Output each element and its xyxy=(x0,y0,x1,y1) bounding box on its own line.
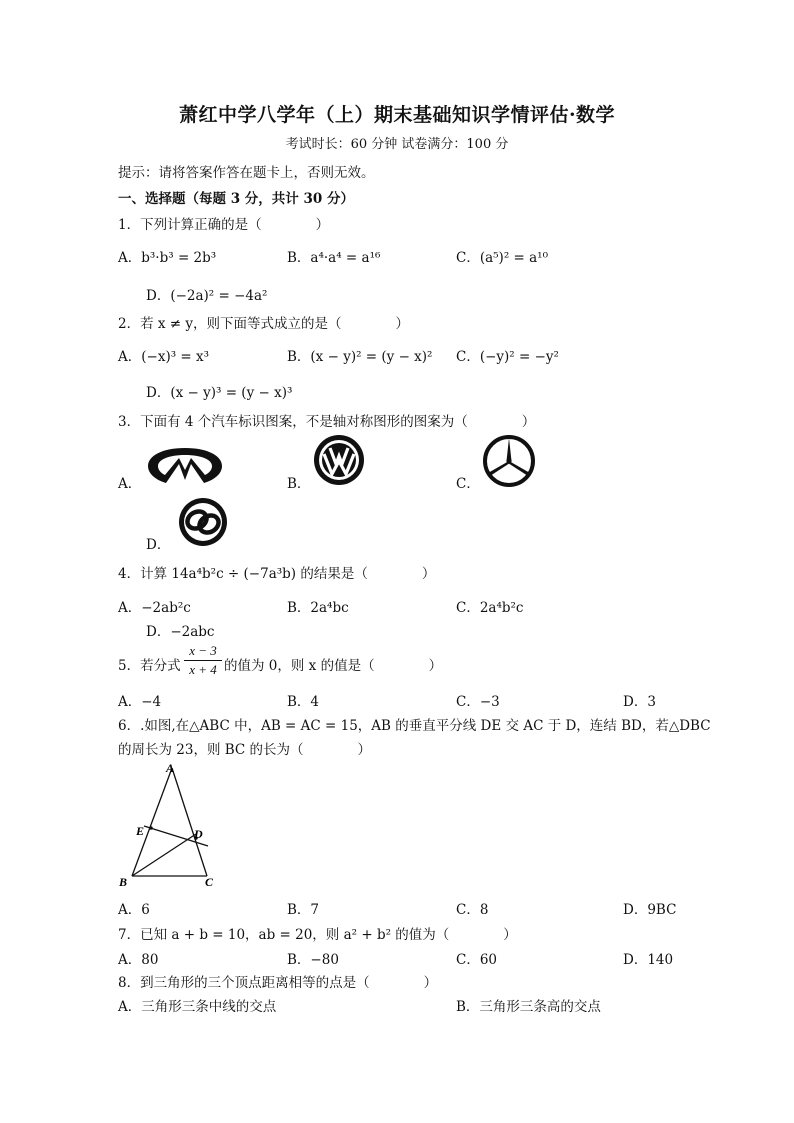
q6-option-a: A．6 xyxy=(118,902,150,918)
q5-denominator: x + 4 xyxy=(189,662,217,677)
q3-option-d: D． xyxy=(146,537,171,553)
q3-option-b: B． xyxy=(287,476,311,492)
page-title: 萧红中学八学年（上）期末基础知识学情评估·数学 xyxy=(178,104,616,126)
q6-option-c: C．8 xyxy=(456,902,489,918)
question-6-stem-line1: 6．.如图,在△ABC 中，AB = AC = 15，AB 的垂直平分线 DE 交 AC 于 D，连结 BD，若△DBC xyxy=(118,718,711,734)
q5-option-b: B．4 xyxy=(287,694,320,710)
infiniti-logo-icon xyxy=(146,444,224,488)
question-4-stem: 4．计算 14a⁴b²c ÷ (−7a³b) 的结果是（ ） xyxy=(118,566,436,582)
question-1-stem: 1．下列计算正确的是（ ） xyxy=(118,217,330,233)
label-d: D xyxy=(194,827,203,841)
q3-option-c: C． xyxy=(456,476,480,492)
q5-option-c: C．−3 xyxy=(456,694,500,710)
q4-option-c: C．2a⁴b²c xyxy=(456,600,524,616)
q2-option-b: B．(x − y)² = (y − x)² xyxy=(287,349,433,365)
question-5-stem-pre: 5．若分式 xyxy=(118,658,181,674)
q7-option-c: C．60 xyxy=(456,952,498,968)
label-c: C xyxy=(205,875,214,889)
question-8-stem: 8．到三角形的三个顶点距离相等的点是（ ） xyxy=(118,975,438,991)
q6-option-d: D．9BC xyxy=(623,902,677,918)
q2-option-d: D．(x − y)³ = (y − x)³ xyxy=(146,385,293,401)
q1-option-d: D．(−2a)² = −4a² xyxy=(146,288,268,304)
q7-option-d: D．140 xyxy=(623,952,674,968)
triangle-figure xyxy=(114,760,224,892)
q1-option-c: C．(a⁵)² = a¹⁰ xyxy=(456,250,549,266)
hint-text: 提示：请将答案作答在题卡上，否则无效。 xyxy=(118,165,375,181)
q2-option-a: A．(−x)³ = x³ xyxy=(118,349,210,365)
side-ab xyxy=(132,768,172,876)
point-e-dot xyxy=(149,826,153,830)
side-ac xyxy=(172,768,207,876)
q5-option-a: A．−4 xyxy=(118,694,162,710)
question-5-stem-post: 的值为 0，则 x 的值是（ ） xyxy=(224,658,443,674)
dongfeng-logo-icon xyxy=(175,496,231,548)
q4-option-d: D．−2abc xyxy=(146,624,215,640)
question-2-stem: 2．若 x ≠ y，则下面等式成立的是（ ） xyxy=(118,316,410,332)
question-3-stem: 3．下面有 4 个汽车标识图案，不是轴对称图形的图案为（ ） xyxy=(118,414,536,430)
question-6-stem-line2: 的周长为 23，则 BC 的长为（ ） xyxy=(118,742,372,758)
label-b: B xyxy=(119,875,128,889)
label-a: A xyxy=(166,761,175,775)
q8-option-b: B．三角形三条高的交点 xyxy=(456,999,601,1015)
q1-option-b: B．a⁴·a⁴ = a¹⁶ xyxy=(287,250,381,266)
q5-fraction xyxy=(184,643,222,678)
section-heading: 一、选择题（每题 3 分，共计 30 分） xyxy=(118,191,354,207)
q5-numerator: x − 3 xyxy=(184,643,222,661)
q2-option-c: C．(−y)² = −y² xyxy=(456,349,559,365)
q4-option-a: A．−2ab²c xyxy=(118,600,191,616)
label-e: E xyxy=(136,824,145,838)
vw-logo-icon xyxy=(313,434,365,486)
mercedes-logo-icon xyxy=(482,434,536,488)
q7-option-b: B．−80 xyxy=(287,952,339,968)
q5-option-d: D．3 xyxy=(623,694,656,710)
q4-option-b: B．2a⁴bc xyxy=(287,600,349,616)
exam-info: 考试时长：60 分钟 试卷满分：100 分 xyxy=(285,137,509,152)
q8-option-a: A．三角形三条中线的交点 xyxy=(118,999,277,1015)
q6-option-b: B．7 xyxy=(287,902,320,918)
q1-option-a: A．b³·b³ = 2b³ xyxy=(118,250,217,266)
segment-bd xyxy=(132,834,196,876)
question-7-stem: 7．已知 a + b = 10，ab = 20，则 a² + b² 的值为（ ） xyxy=(118,927,517,943)
q7-option-a: A．80 xyxy=(118,952,159,968)
q3-option-a: A． xyxy=(118,476,142,492)
